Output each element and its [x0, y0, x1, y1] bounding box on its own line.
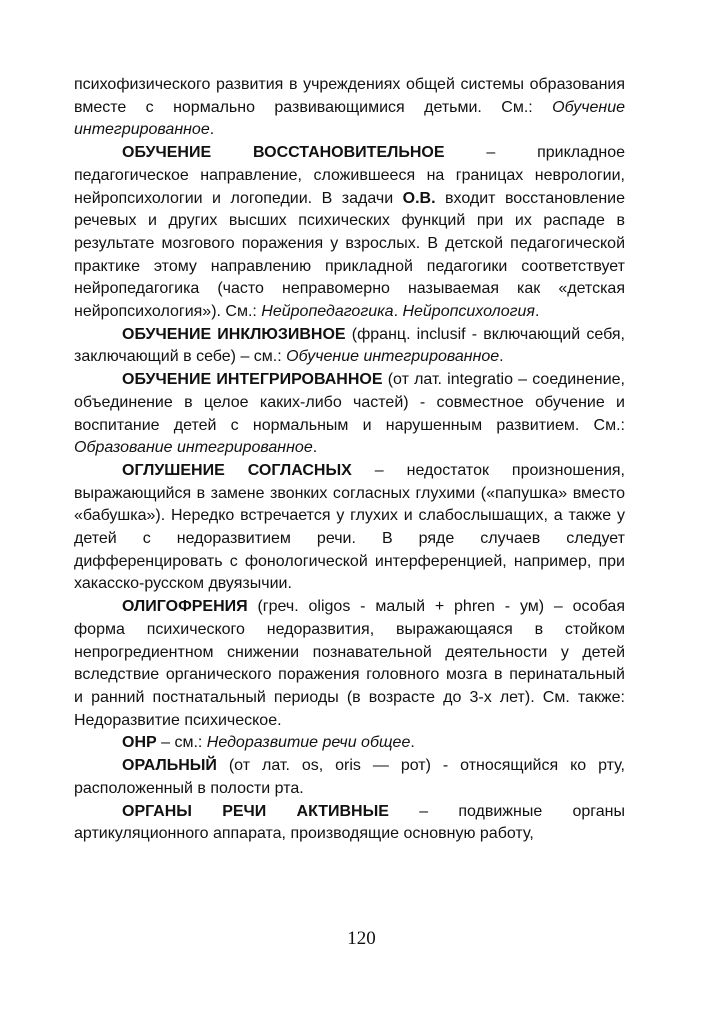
- page-number: 120: [347, 928, 376, 949]
- cross-reference: Обучение интегрированное: [286, 348, 500, 366]
- entry-end: .: [410, 734, 415, 752]
- entry-text: – недостаток произношения, выражающийся в замене звонких согласных глухими («папушка» вместо «бабушка»). Нередко встречается у глухих и слабослышащих, а также у детей с недоразвитием речи. В ряде случаев следует дифференцировать с фонологической интерференцией, например, при хакасско-русском двуязычии.: [74, 461, 625, 593]
- entry-term: ОРГАНЫ РЕЧИ АКТИВНЫЕ: [122, 802, 389, 820]
- entry-end: .: [312, 439, 318, 457]
- continuation-end: .: [209, 121, 215, 139]
- entry-end: .: [534, 303, 540, 321]
- entry-term: ОРАЛЬНЫЙ: [122, 757, 217, 775]
- entry-term: ОНР: [122, 734, 157, 752]
- entry-text: – см.:: [156, 734, 207, 752]
- entry-oralnyy: [74, 755, 625, 800]
- entry-end: .: [499, 348, 504, 366]
- cross-reference: Образование интегрированное: [74, 439, 313, 457]
- cross-reference: Недоразвитие речи общее: [206, 734, 411, 752]
- continuation-text: психофизического развития в учреждениях общей системы образования вместе с нормально развивающимися детьми. См.:: [74, 76, 625, 116]
- entry-abbreviation: О.В.: [402, 189, 436, 207]
- entry-onr: [74, 732, 625, 755]
- entry-term: ОБУЧЕНИЕ ВОССТАНОВИТЕЛЬНОЕ: [122, 144, 445, 162]
- cross-reference: Обучение интегрированное: [74, 98, 625, 139]
- entry-obuchenie-inklyuzivnoe: [74, 324, 625, 369]
- entry-obuchenie-vosstanovitelnoe: [74, 142, 625, 324]
- entry-text: (франц. inclusif - включающий себя, заключающий в себе) – см.:: [74, 325, 625, 366]
- entry-oglushenie-soglasnyh: [74, 460, 625, 596]
- entry-organy-rechi-aktivnye: [74, 801, 625, 846]
- entry-text: (от лат. os, oris — рот) - относящийся ко рту, расположенный в полости рта.: [74, 757, 625, 797]
- dictionary-page: [74, 74, 625, 846]
- entry-text: (от лат. integratio – соединение, объединение в целое каких-либо частей) - совместное обучение и воспитание детей с нормальным и нарушенным развитием. См.:: [74, 371, 625, 434]
- cross-reference: Нейропсихология: [402, 303, 535, 321]
- entry-text: – подвижные органы артикуляционного аппарата, производящие основную работу,: [74, 802, 625, 843]
- entry-separator: .: [393, 303, 403, 321]
- entry-oligofreniya: [74, 596, 625, 732]
- entry-term: ОБУЧЕНИЕ ИНКЛЮЗИВНОЕ: [122, 325, 346, 343]
- entry-obuchenie-integrirovannoe: [74, 369, 625, 460]
- cross-reference: Нейропедагогика: [261, 303, 394, 321]
- entry-text: – прикладное педагогическое направление, сложившееся на границах неврологии, нейропсихологии и логопедии. В задачи: [74, 144, 626, 207]
- entry-term: ОЛИГОФРЕНИЯ: [122, 598, 248, 616]
- entry-term: ОБУЧЕНИЕ ИНТЕГРИРОВАННОЕ: [122, 371, 383, 389]
- entry-text: входит восстановление речевых и других высших психических функций при их распаде в результате мозгового поражения у взрослых. В детской педагогической практике этому направлению прикладной педагогики соответствует нейропедагогика (часто неправомерно называемая как «детская нейропсихология»). См.:: [74, 189, 626, 321]
- continuation-paragraph: [74, 74, 625, 142]
- entry-term: ОГЛУШЕНИЕ СОГЛАСНЫХ: [122, 461, 352, 479]
- entry-text: (греч. oligos - малый + phren - ум) – особая форма психического недоразвития, выражающаяся в стойком непрогредиентном снижении познавательной деятельности у детей вследствие органического поражения головного мозга в перинатальный и ранний постнатальный периоды (в возрасте до 3-х лет). См. также: Недоразвитие психическое.: [74, 598, 625, 729]
